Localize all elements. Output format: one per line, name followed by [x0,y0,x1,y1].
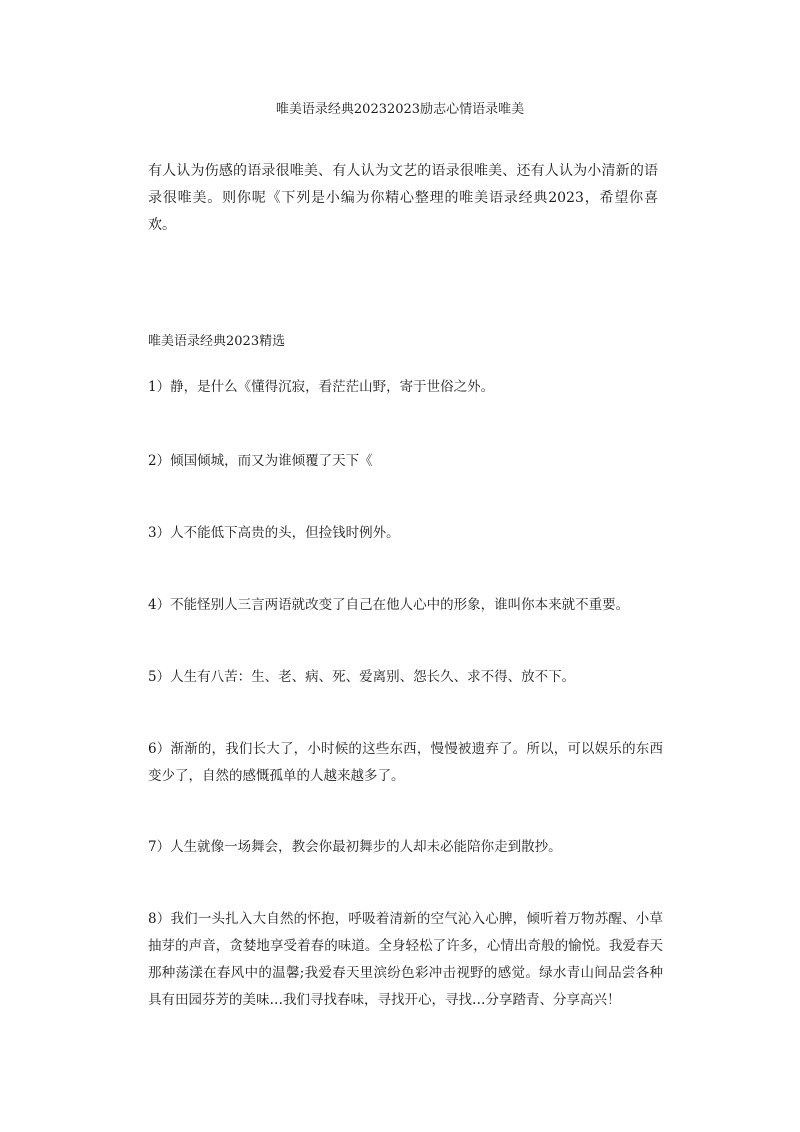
quote-item-8: 8）我们一头扎入大自然的怀抱，呼吸着清新的空气沁入心脾，倾听着万物苏醒、小草抽芽的声音，贪婪地享受着春的味道。全身轻松了许多，心情出奇般的愉悦。我爱春天那种荡漾在春风中的温馨;我爱春天里滨纷色彩冲击视野的感觉。绿水青山间品尝各种具有田园芬芳的美味…我们寻找春味，寻找开心，寻找…分享踏青、分享高兴！ [148,911,663,1008]
intro-paragraph: 有人认为伤感的语录很唯美、有人认为文艺的语录很唯美、还有人认为小清新的语录很唯美。则你呢《下列是小编为你精心整理的唯美语录经典2023，希望你喜欢。 [148,163,658,233]
quote-item-5: 5）人生有八苦：生、老、病、死、爱离别、怨长久、求不得、放不下。 [148,669,576,685]
section-heading: 唯美语录经典2023精选 [148,334,286,349]
quote-item-7: 7）人生就像一场舞会，教会你最初舞步的人却未必能陪你走到散抄。 [148,839,562,855]
document-title: 唯美语录经典20232023励志心情语录唯美 [275,102,525,117]
quote-item-1: 1）静，是什么《懂得沉寂，看茫茫山野，寄于世俗之外。 [148,379,495,395]
quote-item-6: 6）渐渐的，我们长大了，小时候的这些东西，慢慢被遗弃了。所以，可以娱乐的东西变少了，自然的感慨孤单的人越来越多了。 [148,741,663,784]
quote-item-4: 4）不能怪别人三言两语就改变了自己在他人心中的形象，谁叫你本来就不重要。 [148,597,630,613]
quote-item-2: 2）倾国倾城，而又为谁倾覆了天下《 [148,453,373,469]
quote-item-3: 3）人不能低下高贵的头，但捡钱时例外。 [148,525,400,541]
